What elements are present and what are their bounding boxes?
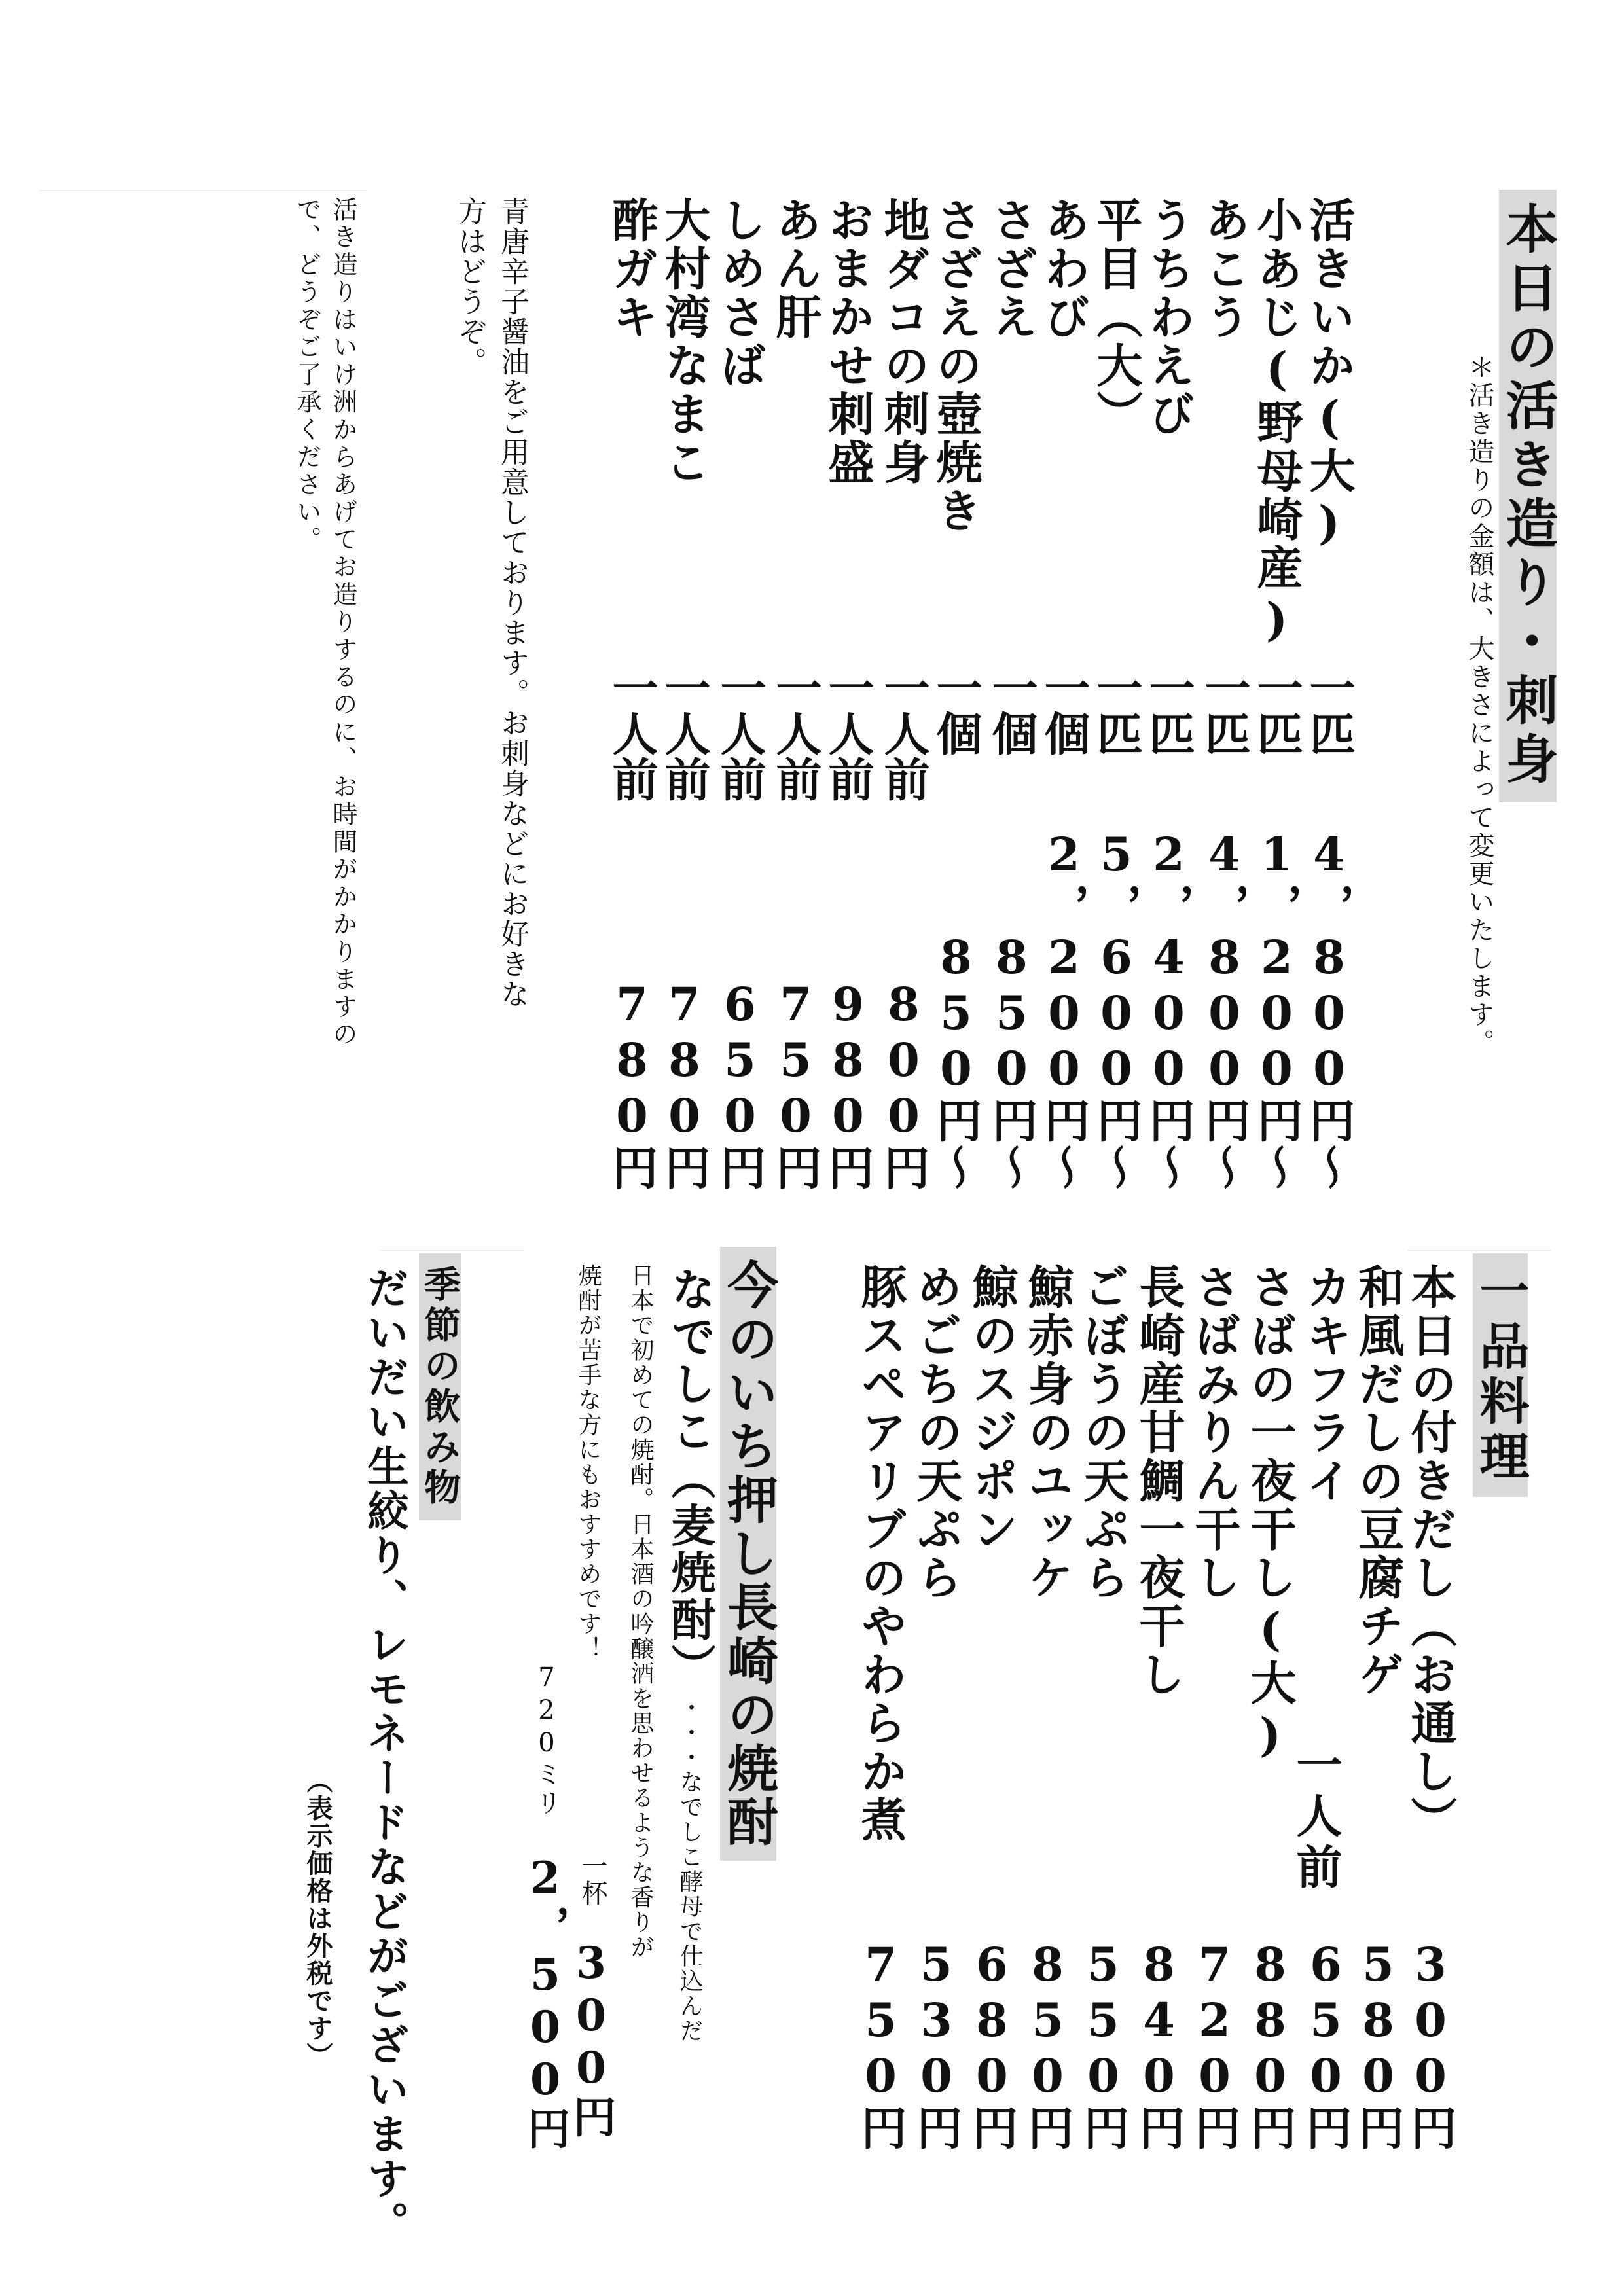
sashimi-item-unit: 一匹 (1142, 664, 1196, 756)
shochu-desc-1: ・・・なでしこ酵母で仕込んだ (676, 1695, 703, 2043)
ippin-item-name: めごちの天ぷら (909, 1263, 964, 1602)
ippin-item-price: 550円 (1076, 1937, 1130, 2151)
ippin-item-name: 和風だしの豆腐チゲ (1351, 1263, 1405, 1699)
sashimi-item-unit: 一人前 (605, 664, 659, 802)
ippin-item-price: 840円 (1132, 1937, 1186, 2151)
shochu-desc-2: 日本で初めての焼酎。日本酒の吟醸酒を思わせるような香りが (627, 1263, 654, 1960)
sashimi-item-unit: 一人前 (657, 664, 712, 802)
sashimi-price-note: ＊活き造りの金額は、大きさによって変更いたします。 (1464, 353, 1494, 1057)
sashimi-item-name: しめさば (713, 196, 767, 390)
sashimi-item-price: 5，600円～ (1089, 827, 1144, 1191)
drinks-title: 季節の飲み物 (419, 1253, 461, 1520)
sashimi-item-unit: 一匹 (1089, 664, 1144, 756)
sashimi-item-price: 1，200円～ (1250, 827, 1304, 1191)
sashimi-item-unit: 一人前 (821, 664, 875, 802)
sashimi-item-name: さざえの壺焼き (929, 196, 983, 535)
middle-divider-right (1407, 1250, 1551, 1251)
ippin-item-price: 650円 (1299, 1937, 1353, 2151)
ippin-item-name: さばの一夜干し(大) (1243, 1263, 1297, 1765)
sashimi-item-name: あん肝 (768, 196, 823, 342)
sashimi-item-price: 850円～ (929, 930, 983, 1191)
top-divider (39, 190, 367, 191)
sashimi-item-price: 750円 (768, 977, 823, 1191)
sashimi-item-unit: 一人前 (768, 664, 823, 802)
sashimi-item-name: 活きいか(大) (1302, 196, 1356, 552)
sashimi-item-name: あわび (1037, 196, 1091, 342)
sashimi-item-price: 780円 (657, 977, 712, 1191)
ippin-item-name: 鯨のスジポン (965, 1263, 1019, 1554)
ippin-item-name: 豚スペアリブのやわらか煮 (854, 1263, 908, 1844)
ippin-item-price: 750円 (854, 1937, 908, 2151)
ippin-item-name: さばみりん干し (1187, 1263, 1242, 1602)
shochu-title: 今のいち押し長崎の焼酎 (720, 1247, 776, 1861)
ippin-item-price: 300円 (1403, 1937, 1458, 2151)
sashimi-item-price: 2，200円～ (1037, 827, 1091, 1191)
sashimi-item-price: 650円 (713, 977, 767, 1191)
sashimi-item-unit: 一個 (984, 664, 1039, 756)
sashimi-item-unit: 一匹 (1197, 664, 1252, 756)
ippin-item-price: 530円 (909, 1937, 964, 2151)
ippin-item-name: 長崎産甘鯛一夜干し (1132, 1263, 1186, 1699)
tax-note: （表示価格は外税です） (302, 1767, 333, 2070)
shochu-bottle-label: 720ミリ (532, 1662, 562, 1818)
ikesu-note-line1: 活き造りはいけ洲からあげてお造りするのに、お時間がかかりますの (329, 196, 357, 1049)
sashimi-item-unit: 一匹 (1250, 664, 1304, 756)
ippin-item-name: 鯨赤身のユッケ (1020, 1263, 1075, 1602)
sashimi-item-price: 4，800円～ (1302, 827, 1356, 1191)
sashimi-item-name: 酢ガキ (605, 196, 659, 342)
sashimi-item-name: おまかせ刺盛 (821, 196, 875, 487)
soy-note-line1: 青唐辛子醤油をご用意しております。お刺身などにお好きな (496, 196, 529, 1009)
sashimi-item-price: 2，400円～ (1142, 827, 1196, 1191)
ippin-item-price: 720円 (1187, 1937, 1242, 2151)
sashimi-item-unit: 一人前 (713, 664, 767, 802)
shochu-glass-price: 300円 (566, 1937, 617, 2139)
shochu-desc-3: 焼酎が苦手な方にもおすすめです！ (575, 1263, 602, 1661)
soy-note-line2: 方はどうぞ。 (453, 196, 486, 377)
ippin-item-price: 880円 (1243, 1937, 1297, 2151)
sashimi-item-price: 800円 (876, 977, 931, 1191)
sashimi-item-name: さざえ (984, 196, 1039, 342)
sashimi-item-name: 大村湾なまこ (657, 196, 712, 487)
sashimi-title: 本日の活き造り・刺身 (1499, 190, 1557, 802)
drinks-text: だいだい生絞り、レモネードなどがございます。 (360, 1266, 409, 2246)
sashimi-item-name: うちわえび (1142, 196, 1196, 439)
sashimi-item-unit: 一個 (1037, 664, 1091, 756)
sashimi-item-name: 平目（大） (1089, 196, 1144, 439)
ippin-item-price: 680円 (965, 1937, 1019, 2151)
sashimi-item-price: 4，800円～ (1197, 827, 1252, 1191)
middle-divider-left (380, 1250, 524, 1251)
shochu-bottle-price: 2，500円 (520, 1852, 571, 2151)
sashimi-item-name: 小あじ(野母崎産) (1250, 196, 1304, 649)
sashimi-item-name: あこう (1197, 196, 1252, 342)
ippin-item-name: ごぼうの天ぷら (1076, 1263, 1130, 1602)
ippin-item-price: 850円 (1020, 1937, 1075, 2151)
sashimi-item-unit: 一匹 (1302, 664, 1356, 756)
shochu-name: なでしこ（麦焼酎） (664, 1266, 716, 1691)
sashimi-item-price: 850円～ (984, 930, 1039, 1191)
ikesu-note-line2: で、どうぞご了承ください。 (293, 196, 321, 554)
ippin-unit-label: 一人前 (1289, 1741, 1343, 1894)
ippin-item-name: 本日の付きだし（お通し） (1403, 1263, 1458, 1844)
sashimi-item-unit: 一人前 (876, 664, 931, 802)
sashimi-item-price: 980円 (821, 977, 875, 1191)
shochu-glass-label: 一杯 (577, 1852, 607, 1907)
ippin-title: 一品料理 (1473, 1253, 1528, 1497)
sashimi-item-unit: 一個 (929, 664, 983, 756)
sashimi-item-price: 780円 (605, 977, 659, 1191)
ippin-item-name: カキフライ (1299, 1263, 1353, 1505)
ippin-item-price: 580円 (1351, 1937, 1405, 2151)
sashimi-item-name: 地ダコの刺身 (876, 196, 931, 487)
